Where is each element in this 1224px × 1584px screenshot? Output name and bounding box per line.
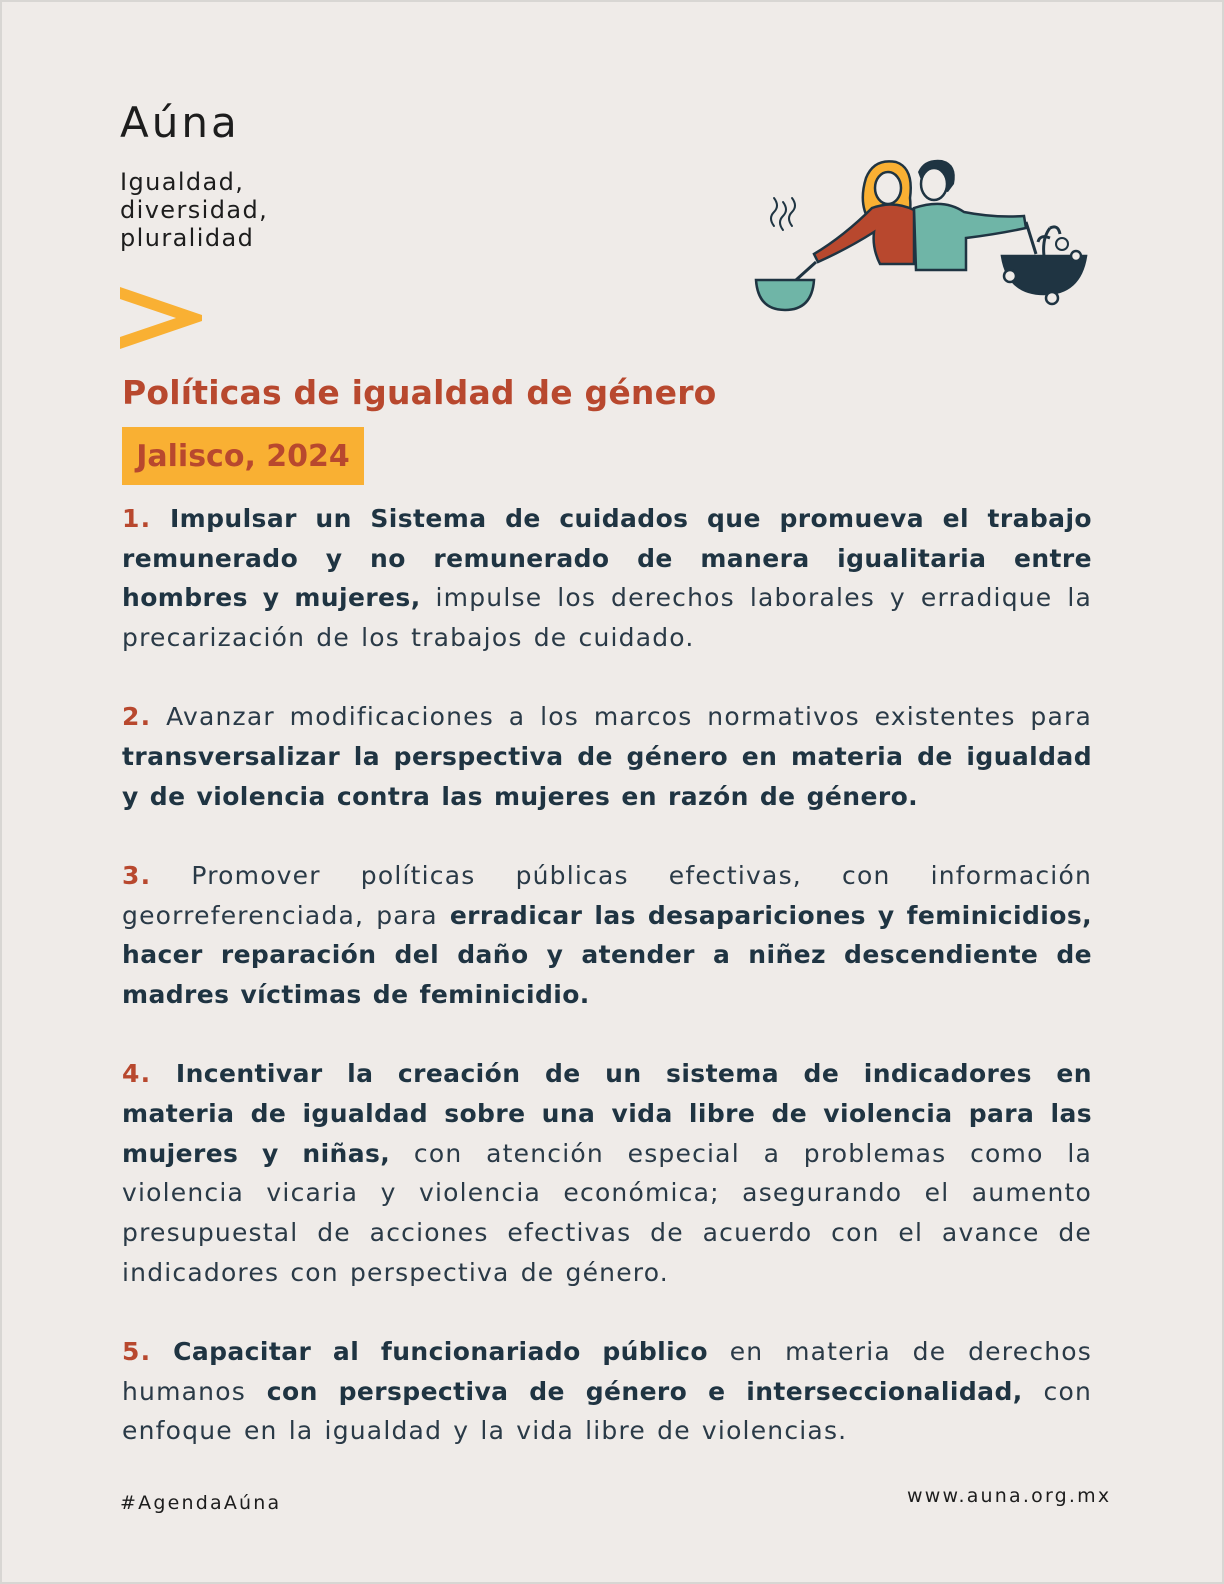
policy-item — [122, 1332, 1092, 1451]
policy-item — [122, 499, 1092, 658]
item-text: en materia de derechos humanos — [122, 1336, 1092, 1406]
hashtag: #AgendaAúna — [120, 1492, 282, 1514]
region-year-badge: Jalisco, 2024 — [122, 427, 364, 485]
item-number: 5. — [122, 1336, 152, 1366]
policy-item — [122, 697, 1092, 816]
item-text-bold: Capacitar al funcionariado público — [173, 1336, 708, 1366]
brand-logo: Aúna — [120, 98, 240, 147]
chevron-right-icon — [120, 287, 202, 349]
page-title: Políticas de igualdad de género — [122, 373, 717, 412]
item-text-bold: Incentivar la creación de un sistema de indicadores en materia de igualdad sobre una vida libre de violencia para las mujeres y niñas, — [122, 1059, 1092, 1168]
tagline-line: pluralidad — [120, 224, 255, 252]
policy-item — [122, 1054, 1092, 1292]
item-text: con enfoque en la igualdad y la vida libre de violencias. — [122, 1376, 1092, 1446]
item-text: Avanzar modificaciones a los marcos normativos existentes para — [166, 702, 1092, 732]
tagline-line: diversidad, — [120, 196, 269, 224]
item-text: con atención especial a problemas como la violencia vicaria y violencia económica; asegurando el aumento presupuestal de acciones efectivas de acuerdo con el avance de indicadores con perspectiva de género. — [122, 1138, 1092, 1287]
website-link[interactable]: www.auna.org.mx — [907, 1485, 1112, 1507]
policy-item — [122, 856, 1092, 1015]
item-text-bold: con perspectiva de género e interseccionalidad, — [266, 1376, 1023, 1406]
item-number: 1. — [122, 504, 152, 533]
item-text-bold: erradicar las desapariciones y feminicidios, hacer reparación del daño y atender a niñez descendiente de madres víctimas de feminicidio. — [122, 900, 1092, 1010]
couple-cooking-illustration — [754, 158, 1094, 318]
item-number: 3. — [122, 860, 152, 890]
tagline-line: Igualdad, — [120, 168, 245, 196]
item-number: 4. — [122, 1059, 152, 1089]
page — [2, 2, 1222, 1582]
item-text-bold: transversalizar la perspectiva de género en materia de igualdad y de violencia contra las mujeres en razón de género. — [122, 742, 1092, 811]
brand-tagline — [120, 168, 268, 252]
item-text-bold: Impulsar un Sistema de cuidados que promueva el trabajo remunerado y no remunerado de manera igualitaria entre hombres y mujeres, — [122, 504, 1092, 613]
item-text: impulse los derechos laborales y erradique la precarización de los trabajos de cuidado. — [122, 583, 1092, 653]
item-number: 2. — [122, 702, 152, 732]
policy-list — [122, 499, 1092, 1491]
item-text: Promover políticas públicas efectivas, con información georreferenciada, para — [122, 860, 1092, 930]
